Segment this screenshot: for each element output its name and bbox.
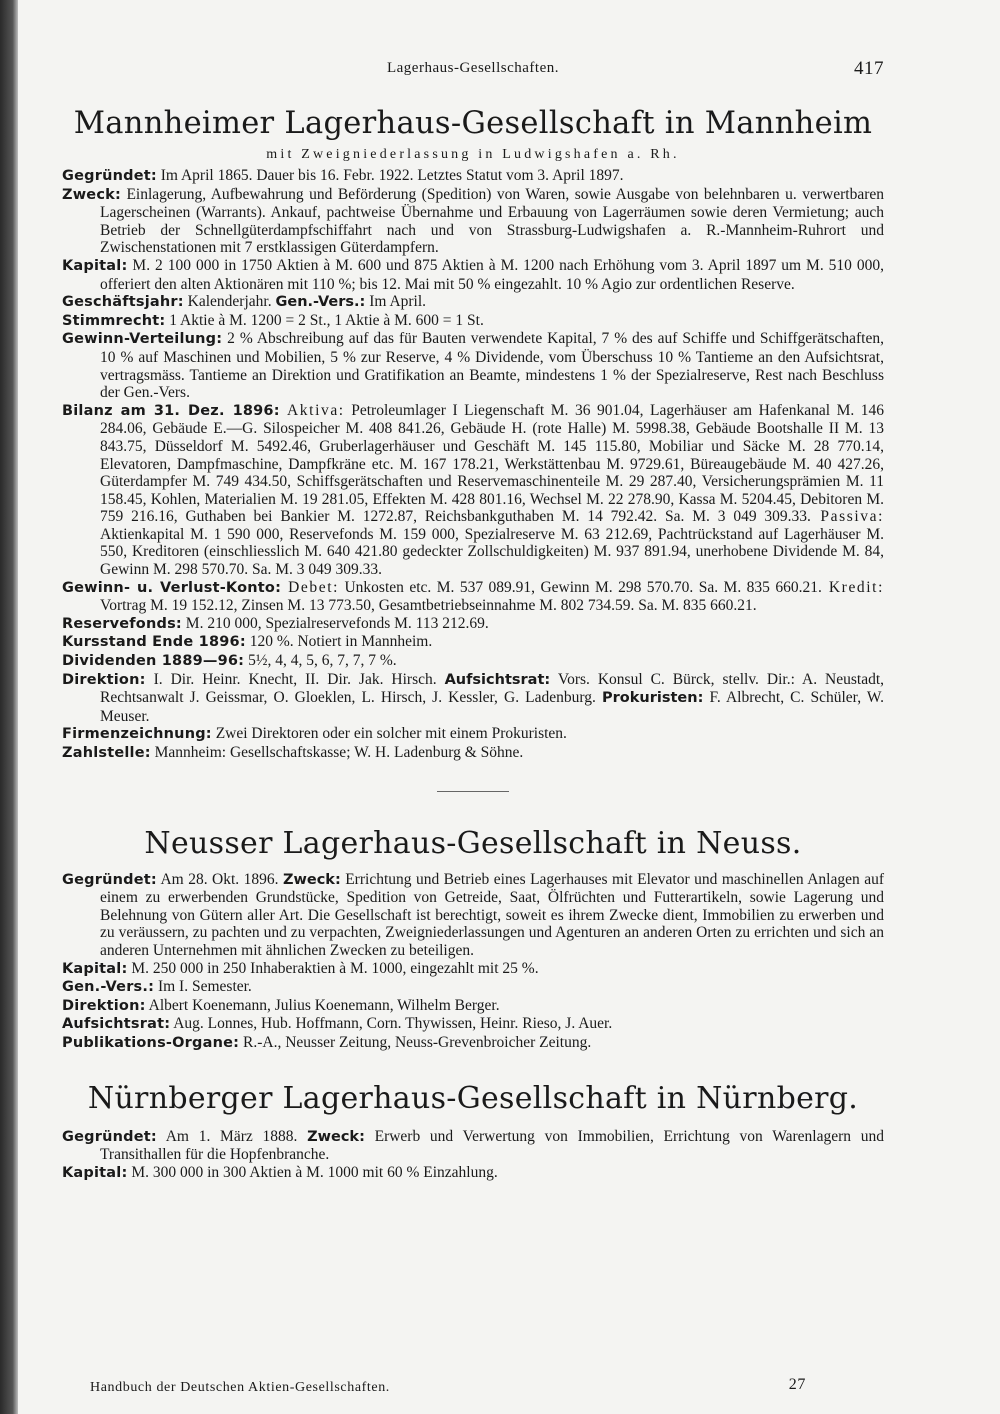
- document-page: [62, 54, 884, 1404]
- entry-geschaeftsjahr: Geschäftsjahr: Kalenderjahr. Gen.-Vers.: Im April.: [62, 293, 427, 311]
- company-title: Mannheimer Lagerhaus-Gesellschaft in Mannheim: [73, 106, 873, 141]
- company-section-mannheim: [62, 106, 884, 763]
- signature-mark: 27: [788, 1376, 806, 1393]
- scan-binding-edge: [0, 0, 18, 1414]
- page-number: 417: [854, 58, 884, 79]
- entry-bilanz: Bilanz am 31. Dez. 1896: Aktiva: Petroleumlager I Liegenschaft M. 36 901.04, Lagerhäuser am Hafenkanal M. 146 284.06, Gebäude E.—G. Silospeicher M. 408 841.26, Gebäude H. (rote Halle) M. 5998.38, Gebäude Bootshalle II M. 13 843.75, Düsseldorf M. 5492.46, Gruberlagerhäuser und Geschäft M. 145 115.80, Mobiliar und Säcke M. 28 770.14, Elevatoren, Dampfmaschine, Dampfkräne etc. M. 167 178.21, Werkstättenbau M. 9729.61, Büreaugebäude M. 40 427.26, Güterdampfer M. 749 434.50, Schiffsgerätschaften und Reservemaschinenteile M. 29 287.40, Versicherungsprämien M. 11 158.45, Kohlen, Materialien M. 19 281.05, Effekten M. 428 801.16, Wechsel M. 22 278.90, Kassa M. 5204.45, Debitoren M. 759 216.16, Guthaben bei Bankier M. 1272.87, Reichsbankguthaben M. 14 792.42. Sa. M. 3 049 309.33. Passiva: Aktienkapital M. 1 590 000, Reservefonds M. 159 000, Spezialreserve M. 63 212.69, Pachtrückstand auf Lagerhäuser M. 550, Kreditoren (einschliesslich M. 640 421.80 gedeckter Zollschuldigkeiten) M. 937 891.94, unerhobene Dividende M. 84, Gewinn M. 298 570.70. Sa. M. 3 049 309.33.: [62, 401, 885, 579]
- section-divider: [437, 791, 509, 792]
- entry-list: [62, 871, 884, 1053]
- entry-gewinn-verteilung: Gewinn-Verteilung: 2 % Abschreibung auf das für Bauten verwendete Kapital, 7 % des auf Schiffe und Schiffgerätschaften, 10 % auf Maschinen und Mobilien, 5 % zur Reserve, 4 % Dividende, vom Überschuss 10 % Tantieme an den Aufsichtsrat, vertragsmäss. Tantieme an Direktion und Gratifikation an Beamte, mindestens 1 % der Spezialreserve, Rest nach Beschluss der Gen.-Vers.: [62, 330, 884, 402]
- company-section-nuernberg: [62, 1081, 884, 1183]
- footer-title: Handbuch der Deutschen Aktien-Gesellschaften.: [90, 1380, 390, 1395]
- entry-kapital: Kapital: M. 250 000 in 250 Inhaberaktien à M. 1000, eingezahlt mit 25 %.: [62, 959, 539, 977]
- company-title: Neusser Lagerhaus-Gesellschaft in Neuss.: [144, 825, 802, 861]
- entry-gegruendet-zweck: Gegründet: Am 28. Okt. 1896. Zweck: Errichtung und Betrieb eines Lagerhauses mit Elevator und maschinellen Anlagen auf einem zu erwerbenden Grundstücke, Spedition von Getreide, Saat, Ölfrüchten und Futterartikeln, sowie Lagerung und Belehnung von Gütern aller Art. Die Gesellschaft ist berechtigt, soweit es ihrem Zwecke dient, Immobilien zu erwerben und zu veräussern, zu pachten und zu verpachten, Zweigniederlassungen und Agenturen an anderen Orten zu errichten und sich an anderen Unternehmen mit ähnlichen Zwecken zu beteiligen.: [62, 870, 884, 959]
- entry-stimmrecht: Stimmrecht: 1 Aktie à M. 1200 = 2 St., 1 Aktie à M. 600 = 1 St.: [62, 311, 484, 329]
- entry-kapital: Kapital: M. 300 000 in 300 Aktien à M. 1000 mit 60 % Einzahlung.: [62, 1163, 498, 1181]
- entry-list: [62, 1128, 884, 1183]
- entry-gegruendet-zweck: Gegründet: Am 1. März 1888. Zweck: Erwerb und Verwertung von Immobilien, Errichtung von Warenlagern und Transithallen für die Hopfenbranche.: [62, 1127, 885, 1164]
- entry-reservefonds: Reservefonds: M. 210 000, Spezialreservefonds M. 113 212.69.: [62, 614, 489, 632]
- entry-list: [62, 167, 884, 763]
- running-head-title: Lagerhaus-Gesellschaften.: [386, 60, 559, 76]
- entry-direktion: Direktion: I. Dir. Heinr. Knecht, II. Dir. Jak. Hirsch. Aufsichtsrat: Vors. Konsul C. Bürck, stellv. Dir.: A. Neustadt, Rechtsanwalt J. Geissmar, O. Gloeklen, L. Hirsch, J. Kessler, G. Ladenburg. Prokuristen: F. Albrecht, C. Schüler, W. Meuser.: [62, 670, 885, 725]
- entry-gewinn-verlust-konto: Gewinn- u. Verlust-Konto: Debet: Unkosten etc. M. 537 089.91, Gewinn M. 298 570.70. Sa. M. 835 660.21. Kredit: Vortrag M. 19 152.12, Zinsen M. 13 773.50, Gesamtbetriebseinnahme M. 802 734.59. Sa. M. 835 660.21.: [62, 578, 884, 615]
- company-subtitle: mit Zweigniederlassung in Ludwigshafen a. Rh.: [266, 147, 680, 162]
- entry-zweck: Zweck: Einlagerung, Aufbewahrung und Beförderung (Spedition) von Waren, sowie Ausgabe von belehnbaren u. verwertbaren Lagerscheinen (Warrants). Ankauf, pachtweise Übernahme und Erbauung von Lagerräumen sowie deren Vermietung; auch Betrieb der Schnellgüterdampfschiffahrt nach und von Strassburg-Ludwigshafen a. R.-Mannheim-Ruhrort und Zwischenstationen mit 7 erstklassigen Güterdampfern.: [62, 185, 884, 257]
- entry-dividenden: Dividenden 1889—96: 5½, 4, 4, 5, 6, 7, 7, 7 %.: [62, 652, 397, 670]
- entry-direktion: Direktion: Albert Koenemann, Julius Koenemann, Wilhelm Berger.: [62, 996, 500, 1014]
- company-section-neuss: [62, 826, 884, 1053]
- running-head: [62, 54, 884, 84]
- company-title: Nürnberger Lagerhaus-Gesellschaft in Nürnberg.: [87, 1080, 859, 1116]
- entry-aufsichtsrat: Aufsichtsrat: Aug. Lonnes, Hub. Hoffmann, Corn. Thywissen, Heinr. Rieso, J. Auer.: [62, 1015, 613, 1033]
- entry-zahlstelle: Zahlstelle: Mannheim: Gesellschaftskasse; W. H. Ladenburg & Söhne.: [62, 744, 524, 761]
- entry-publikations-organe: Publikations-Organe: R.-A., Neusser Zeitung, Neuss-Grevenbroicher Zeitung.: [62, 1033, 592, 1051]
- entry-gegruendet: Gegründet: Im April 1865. Dauer bis 16. Febr. 1922. Letztes Statut vom 3. April 1897.: [62, 167, 624, 184]
- entry-kursstand: Kursstand Ende 1896: 120 %. Notiert in Mannheim.: [62, 633, 433, 651]
- entry-gen-vers: Gen.-Vers.: Im I. Semester.: [62, 978, 252, 996]
- page-footer: [90, 1376, 866, 1396]
- entry-firmenzeichnung: Firmenzeichnung: Zwei Direktoren oder ein solcher mit einem Prokuristen.: [62, 725, 567, 743]
- entry-kapital: Kapital: M. 2 100 000 in 1750 Aktien à M. 600 und 875 Aktien à M. 1200 nach Erhöhung vom 3. April 1897 um M. 510 000, offeriert den alten Aktionären mit 110 %; bis 12. Mai mit 50 % eingezahlt. 10 % Agio zur ordentlichen Reserve.: [62, 256, 884, 293]
